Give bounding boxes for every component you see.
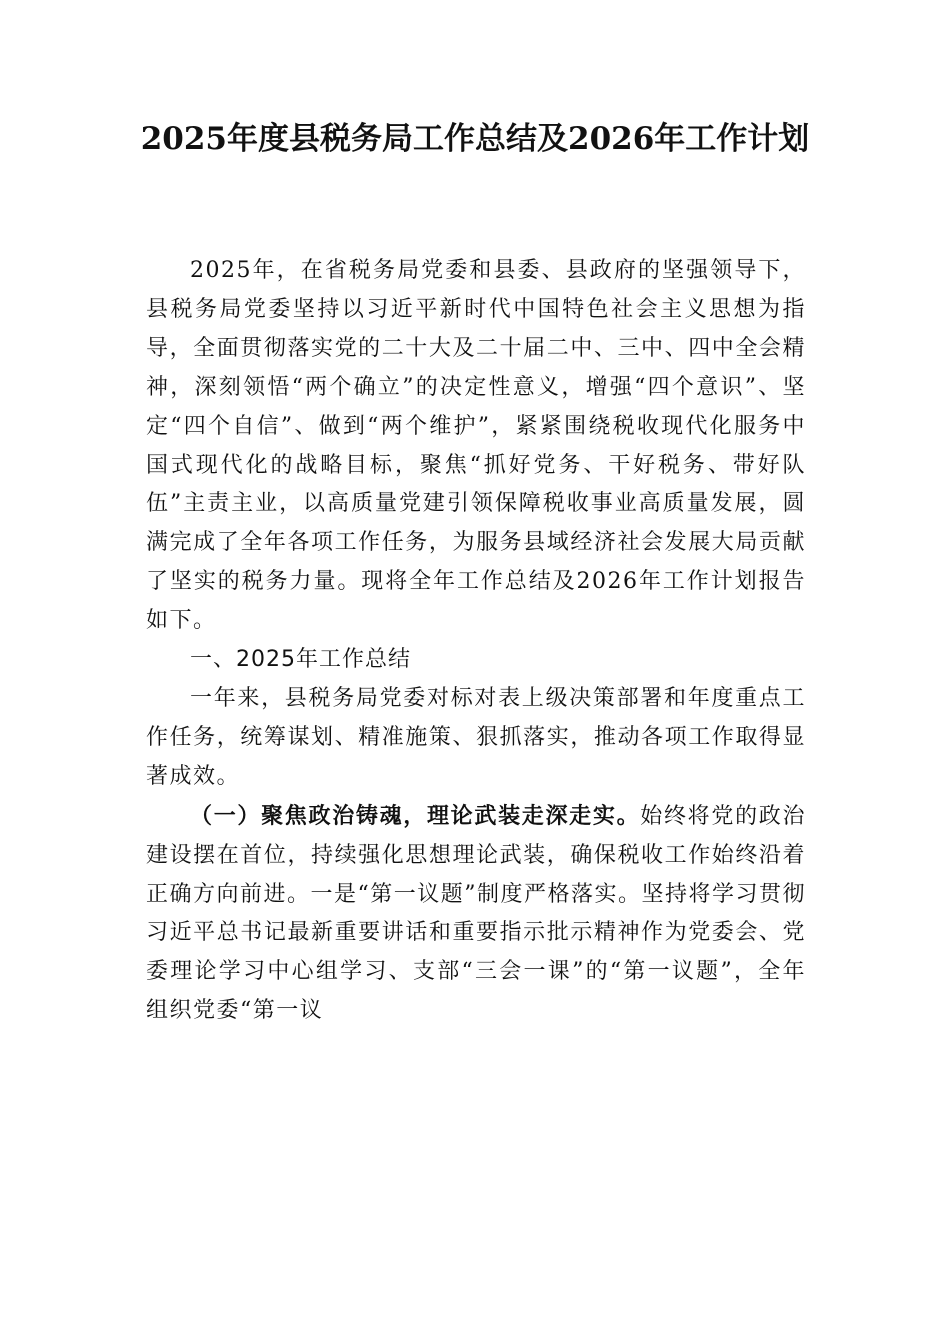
section-heading: 一、2025年工作总结 [190,647,411,673]
subsection-text: 始终将党的政治建设摆在首位，持续强化思想理论武装，确保税收工作始终沿着正确方向前进。一是“第一议题”制度严格落实。坚持将学习贯彻习近平总书记最新重要讲话和重要指示批示精神作为党委会、党委理论学习中心组学习、支部“三会一课”的“第一议题”，全年组织党委“第一议 [146,803,806,1024]
section-intro-paragraph: 一年来，县税务局党委对标对表上级决策部署和年度重点工作任务，统筹谋划、精准施策、狠抓落实，推动各项工作取得显著成效。 [146,685,806,789]
intro-paragraph: 2025年，在省税务局党委和县委、县政府的坚强领导下，县税务局党委坚持以习近平新时代中国特色社会主义思想为指导，全面贯彻落实党的二十大及二十届二中、三中、四中全会精神，深刻领悟“两个确立”的决定性意义，增强“四个意识”、坚定“四个自信”、做到“两个维护”，紧紧围绕税收现代化服务中国式现代化的战略目标，聚焦“抓好党务、干好税务、带好队伍”主责主业，以高质量党建引领保障税收事业高质量发展，圆满完成了全年各项工作任务，为服务县域经济社会发展大局贡献了坚实的税务力量。现将全年工作总结及2026年工作计划报告如下。 [146,258,806,634]
document-body [146,252,806,1031]
subsection-paragraph [146,797,806,1031]
document-title: 2025年度县税务局工作总结及2026年工作计划 [140,121,810,157]
subsection-heading: （一）聚焦政治铸魂，理论武装走深走实。 [190,802,641,829]
